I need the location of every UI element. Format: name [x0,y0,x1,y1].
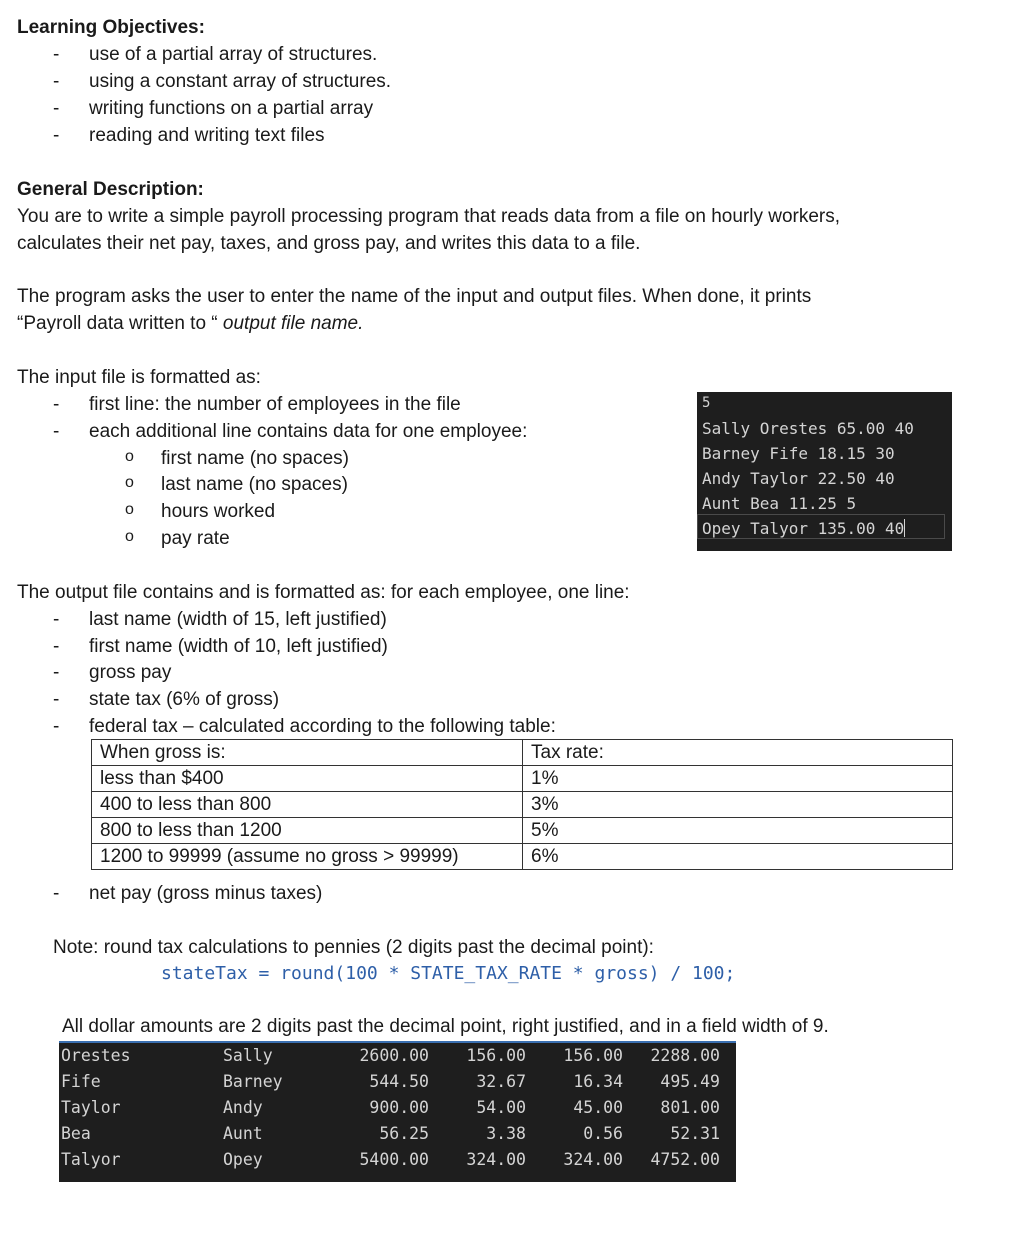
table-cell: 1% [523,766,953,792]
sub-list-item: last name (no spaces) [161,474,348,495]
net-pay-cell: 52.31 [670,1124,720,1143]
federal-tax-cell: 45.00 [573,1098,623,1117]
last-name-cell: Talyor [61,1150,121,1169]
table-row [59,1095,736,1121]
state-tax-cell: 54.00 [476,1098,526,1117]
net-pay-cell: 801.00 [660,1098,720,1117]
input-format-intro: The input file is formatted as: [17,367,261,388]
last-name-cell: Orestes [61,1046,131,1065]
bullet-dash: - [53,98,60,119]
sub-list-item: first name (no spaces) [161,448,349,469]
bullet-dash: - [53,609,60,630]
sample-line: Opey Talyor 135.00 40 [702,519,905,538]
last-name-cell: Taylor [61,1098,121,1117]
gross-pay-cell: 56.25 [379,1124,429,1143]
bullet-dash: - [53,44,60,65]
output-file-name-italic: output file name. [222,313,364,334]
list-item: federal tax – calculated according to the following table: [89,716,556,737]
list-item: using a constant array of structures. [89,71,392,92]
table-row [92,844,953,870]
table-row [92,818,953,844]
table-cell: 3% [523,792,953,818]
sample-line-current [702,519,905,538]
bullet-dash: - [53,421,60,442]
federal-tax-cell: 324.00 [563,1150,623,1169]
list-item: last name (width of 15, left justified) [89,609,387,630]
table-row [59,1121,736,1147]
bullet-circle: o [125,528,134,545]
description-text: You are to write a simple payroll processing program that reads data from a file on hourly workers, [17,206,841,227]
state-tax-cell: 32.67 [476,1072,526,1091]
first-name-cell: Aunt [223,1124,263,1143]
table-cell: 1200 to 99999 (assume no gross > 99999) [92,844,523,870]
state-tax-cell: 3.38 [486,1124,526,1143]
general-description-heading: General Description: [17,179,204,200]
federal-tax-table [91,739,953,870]
last-name-cell: Fife [61,1072,101,1091]
dollar-format-note: All dollar amounts are 2 digits past the decimal point, right justified, and in a field width of 9. [62,1016,829,1037]
rounding-note: Note: round tax calculations to pennies (2 digits past the decimal point): [53,937,654,958]
learning-objectives-heading: Learning Objectives: [17,17,205,38]
table-cell: 6% [523,844,953,870]
sample-line: 5 [702,395,711,411]
table-row [59,1069,736,1095]
list-item: gross pay [89,662,172,683]
first-name-cell: Andy [223,1098,263,1117]
federal-tax-cell: 156.00 [563,1046,623,1065]
list-item: use of a partial array of structures. [89,44,378,65]
gross-pay-cell: 5400.00 [359,1150,429,1169]
bullet-dash: - [53,689,60,710]
table-cell: less than $400 [92,766,523,792]
bullet-dash: - [53,716,60,737]
sub-list-item: pay rate [161,528,230,549]
list-item: writing functions on a partial array [89,98,374,119]
sample-line: Barney Fife 18.15 30 [702,444,895,463]
sample-line: Aunt Bea 11.25 5 [702,494,857,513]
bullet-dash: - [53,662,60,683]
description-text [17,313,363,335]
bullet-circle: o [125,448,134,465]
sample-line: Sally Orestes 65.00 40 [702,419,914,438]
last-name-cell: Bea [61,1124,91,1143]
list-item: reading and writing text files [89,125,325,146]
output-file-sample [59,1041,736,1182]
text-cursor [904,519,905,537]
table-row [59,1043,736,1069]
description-text: calculates their net pay, taxes, and gross pay, and writes this data to a file. [17,233,641,254]
table-row [92,766,953,792]
state-tax-cell: 156.00 [466,1046,526,1065]
bullet-dash: - [53,125,60,146]
net-pay-cell: 495.49 [660,1072,720,1091]
gross-pay-cell: 2600.00 [359,1046,429,1065]
description-text: The program asks the user to enter the name of the input and output files. When done, it prints [17,286,812,307]
bullet-dash: - [53,394,60,415]
table-cell: 5% [523,818,953,844]
net-pay-cell: 4752.00 [650,1150,720,1169]
input-file-sample [697,392,952,551]
list-item: each additional line contains data for one employee: [89,421,528,442]
bullet-dash: - [53,883,60,904]
table-header: Tax rate: [523,740,953,766]
first-name-cell: Barney [223,1072,283,1091]
gross-pay-cell: 900.00 [369,1098,429,1117]
list-item: state tax (6% of gross) [89,689,280,710]
state-tax-cell: 324.00 [466,1150,526,1169]
first-name-cell: Opey [223,1150,263,1169]
table-header-row [92,740,953,766]
bullet-circle: o [125,474,134,491]
bullet-circle: o [125,501,134,518]
rounding-code: stateTax = round(100 * STATE_TAX_RATE * gross) / 100; [161,963,736,984]
bullet-dash: - [53,636,60,657]
output-format-intro: The output file contains and is formatted as: for each employee, one line: [17,582,630,603]
federal-tax-cell: 16.34 [573,1072,623,1091]
list-item: first line: the number of employees in the file [89,394,461,415]
list-item: net pay (gross minus taxes) [89,883,323,904]
table-row [92,792,953,818]
table-cell: 400 to less than 800 [92,792,523,818]
bullet-dash: - [53,71,60,92]
sample-line: Andy Taylor 22.50 40 [702,469,895,488]
sub-list-item: hours worked [161,501,276,522]
gross-pay-cell: 544.50 [369,1072,429,1091]
federal-tax-cell: 0.56 [583,1124,623,1143]
list-item: first name (width of 10, left justified) [89,636,388,657]
net-pay-cell: 2288.00 [650,1046,720,1065]
table-row [59,1147,736,1173]
table-header: When gross is: [92,740,523,766]
description-text-prefix: “Payroll data written to “ [17,313,223,334]
first-name-cell: Sally [223,1046,273,1065]
table-cell: 800 to less than 1200 [92,818,523,844]
